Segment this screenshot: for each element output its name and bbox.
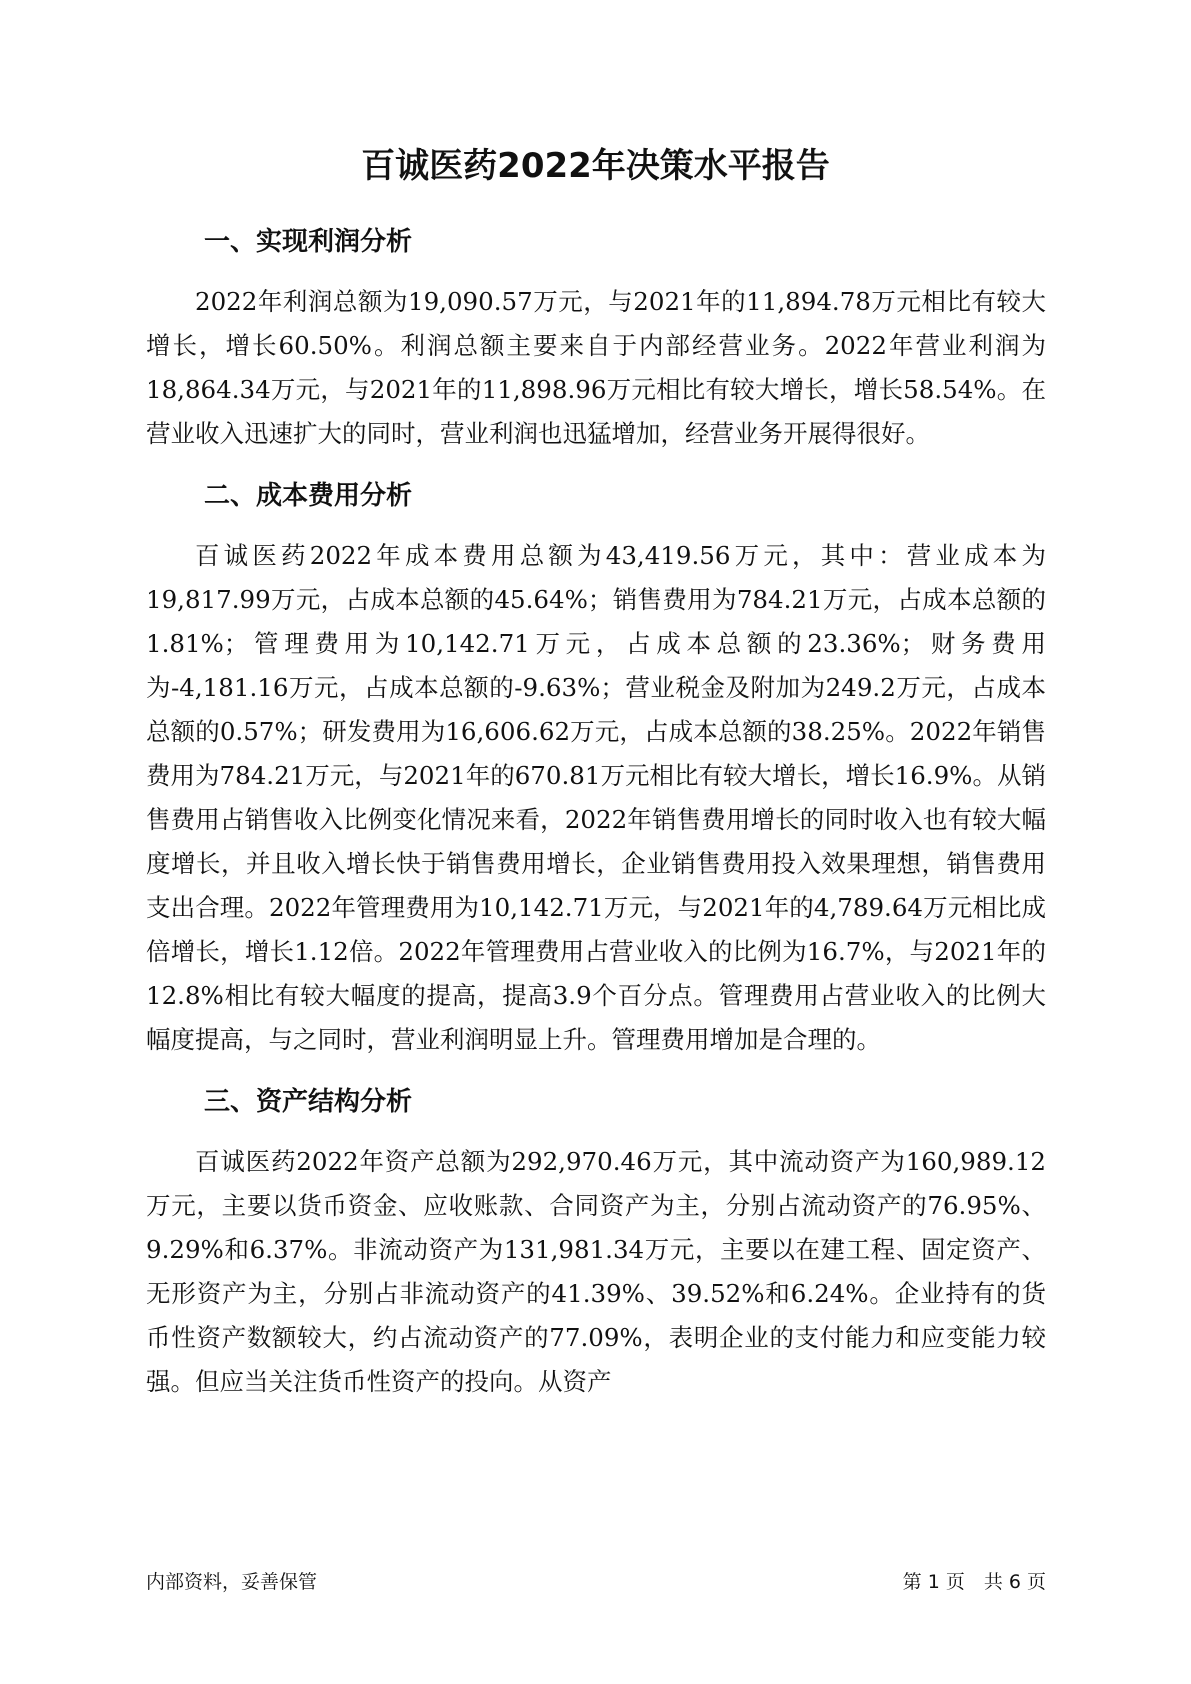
section-paragraph: 百诚医药2022年成本费用总额为43,419.56万元，其中：营业成本为19,817.99万元，占成本总额的45.64%；销售费用为784.21万元，占成本总额的1.81%；管理费用为10,142.71万元，占成本总额的23.36%；财务费用为-4,181.16万元，占成本总额的-9.63%；营业税金及附加为249.2万元，占成本总额的0.57%；研发费用为16,606.62万元，占成本总额的38.25%。2022年销售费用为784.21万元，与2021年的670.81万元相比有较大增长，增长16.9%。从销售费用占销售收入比例变化情况来看，2022年销售费用增长的同时收入也有较大幅度增长，并且收入增长快于销售费用增长，企业销售费用投入效果理想，销售费用支出合理。2022年管理费用为10,142.71万元，与2021年的4,789.64万元相比成倍增长，增长1.12倍。2022年管理费用占营业收入的比例为16.7%，与2021年的12.8%相比有较大幅度的提高，提高3.9个百分点。管理费用占营业收入的比例大幅度提高，与之同时，营业利润明显上升。管理费用增加是合理的。 [146, 541, 1046, 1054]
section-asset-structure [146, 1082, 1046, 1404]
document-body [146, 222, 1046, 1424]
section-paragraph: 2022年利润总额为19,090.57万元，与2021年的11,894.78万元相比有较大增长，增长60.50%。利润总额主要来自于内部经营业务。2022年营业利润为18,864.34万元，与2021年的11,898.96万元相比有较大增长，增长58.54%。在营业收入迅速扩大的同时，营业利润也迅猛增加，经营业务开展得很好。 [146, 287, 1046, 448]
section-cost-analysis [146, 476, 1046, 1062]
section-heading: 一、实现利润分析 [204, 227, 413, 257]
section-heading: 二、成本费用分析 [204, 481, 413, 511]
footer-page-number: 第 1 页 共 6 页 [902, 1571, 1046, 1593]
footer-confidential-note: 内部资料，妥善保管 [146, 1571, 318, 1593]
page-title: 百诚医药2022年决策水平报告 [361, 146, 830, 186]
section-profit-analysis [146, 222, 1046, 456]
section-paragraph: 百诚医药2022年资产总额为292,970.46万元，其中流动资产为160,989.12万元，主要以货币资金、应收账款、合同资产为主，分别占流动资产的76.95%、9.29%和6.37%。非流动资产为131,981.34万元，主要以在建工程、固定资产、无形资产为主，分别占非流动资产的41.39%、39.52%和6.24%。企业持有的货币性资产数额较大，约占流动资产的77.09%，表明企业的支付能力和应变能力较强。但应当关注货币性资产的投向。从资产 [146, 1147, 1046, 1396]
section-heading: 三、资产结构分析 [204, 1087, 413, 1117]
